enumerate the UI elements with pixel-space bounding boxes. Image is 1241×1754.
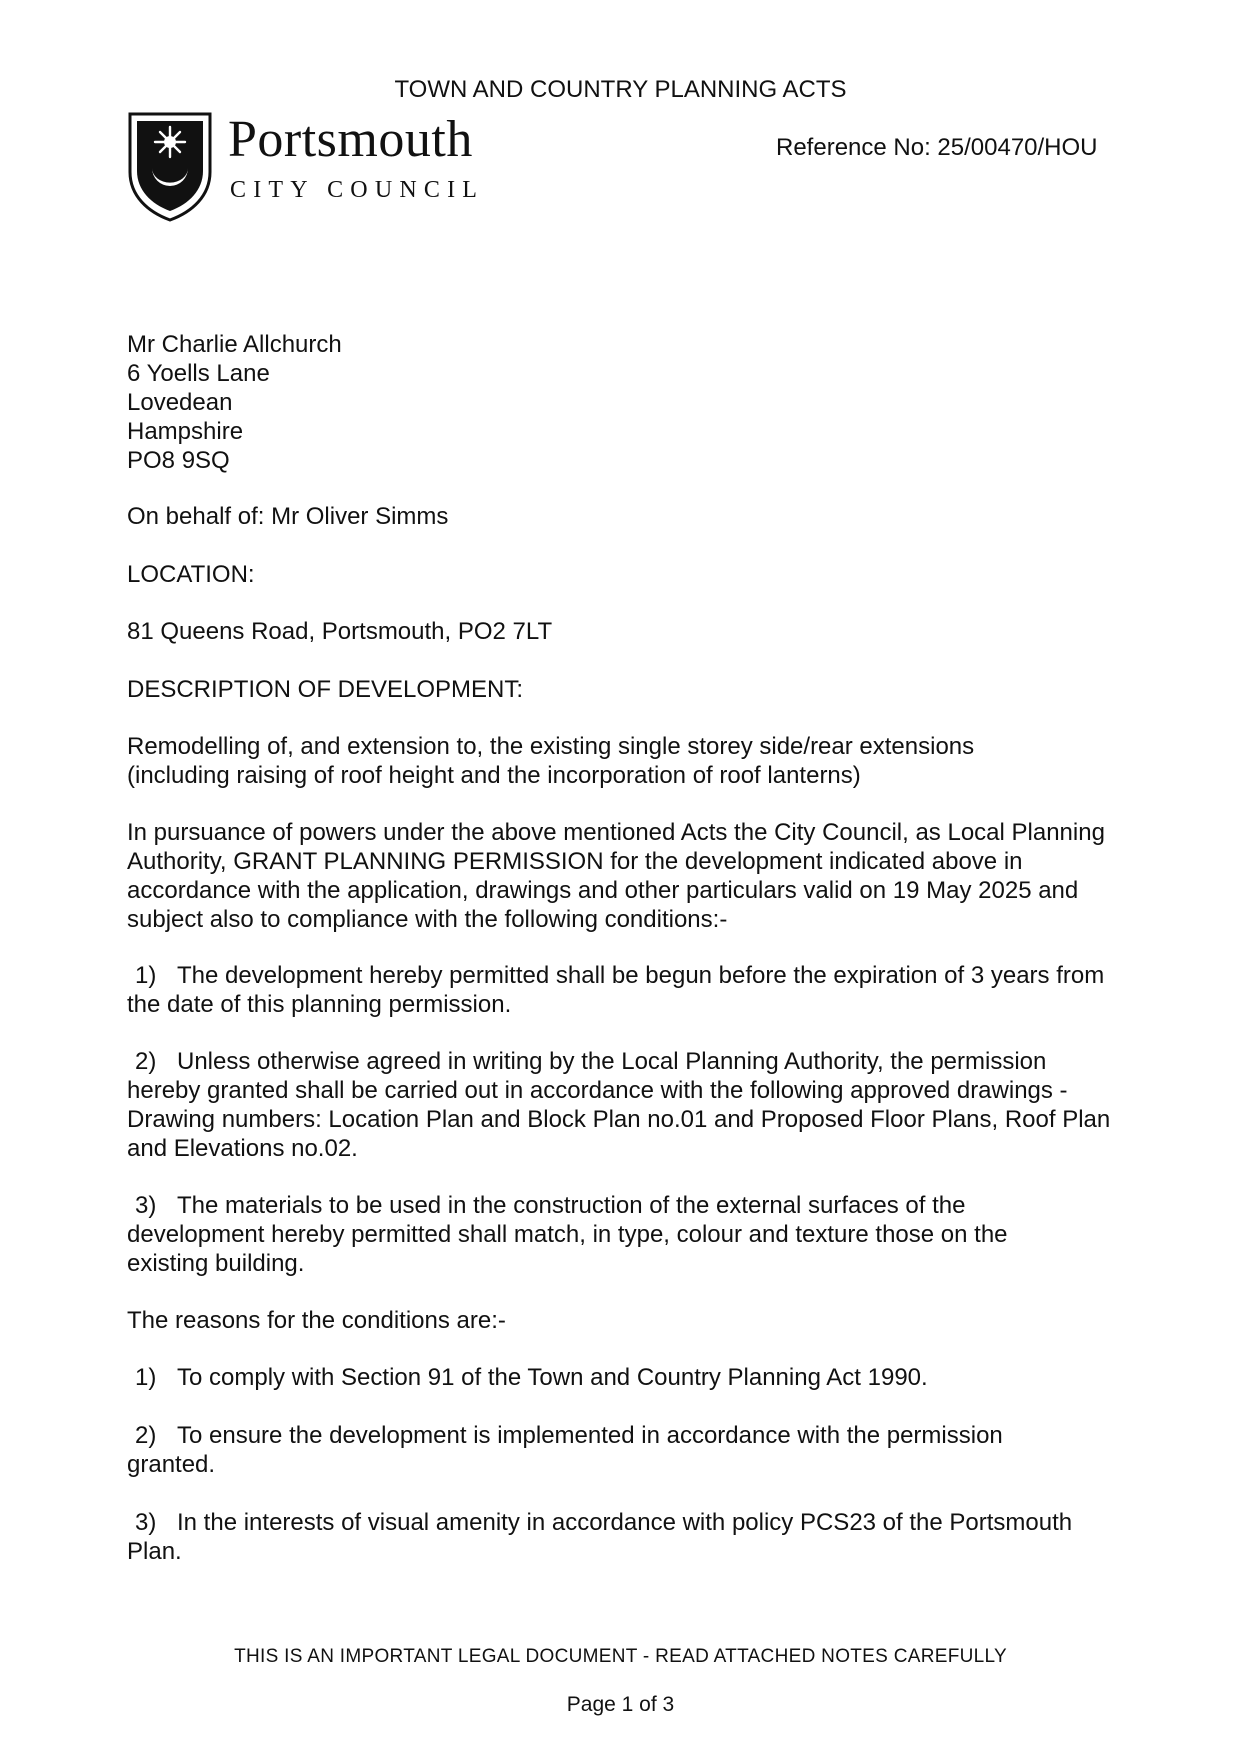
description: Remodelling of, and extension to, the existing single storey side/rear extensions (including raising of roof height and the incorporation of roof lanterns) (127, 733, 975, 789)
condition-1 (127, 961, 1117, 1019)
description-heading: DESCRIPTION OF DEVELOPMENT: (127, 676, 524, 703)
grant-statement: In pursuance of powers under the above mentioned Acts the City Council, as Local Planning Authority, GRANT PLANNING PERMISSION for the development indicated above in accordance with the application, drawings and other particulars valid on 19 May 2025 and subject also to compliance with the following conditions:- (127, 819, 1105, 933)
crest-icon (126, 110, 214, 224)
location: 81 Queens Road, Portsmouth, PO2 7LT (127, 618, 553, 645)
recipient-address (127, 330, 1117, 475)
reason-text: To ensure the development is implemented in accordance with the permission granted. (127, 1422, 1003, 1478)
reason-2 (127, 1421, 1067, 1479)
reference-number: Reference No: 25/00470/HOU (776, 134, 1098, 161)
council-logo (126, 110, 526, 224)
address-line: Mr Charlie Allchurch (127, 331, 342, 358)
reason-1 (127, 1363, 1117, 1392)
reason-3 (127, 1508, 1117, 1566)
condition-number: 1) (135, 962, 157, 989)
reasons-heading: The reasons for the conditions are:- (127, 1307, 506, 1334)
act-title: TOWN AND COUNTRY PLANNING ACTS (394, 76, 847, 103)
address-line: 6 Yoells Lane (127, 360, 270, 387)
condition-number: 2) (135, 1048, 157, 1075)
legal-notice-footer: THIS IS AN IMPORTANT LEGAL DOCUMENT - READ ATTACHED NOTES CAREFULLY (234, 1646, 1007, 1667)
page-number: Page 1 of 3 (566, 1693, 675, 1716)
logo-subtitle: CITY COUNCIL (230, 177, 485, 203)
address-line: Hampshire (127, 418, 244, 445)
condition-text: The materials to be used in the construction of the external surfaces of the development hereby permitted shall match, in type, colour and texture those on the existing building. (127, 1192, 1008, 1277)
reason-number: 2) (135, 1422, 157, 1449)
condition-text: The development hereby permitted shall be begun before the expiration of 3 years from the date of this planning permission. (127, 962, 1105, 1018)
reason-text: To comply with Section 91 of the Town and Country Planning Act 1990. (177, 1364, 928, 1391)
on-behalf-of: On behalf of: Mr Oliver Simms (127, 503, 449, 530)
reason-number: 1) (135, 1364, 157, 1391)
condition-number: 3) (135, 1192, 157, 1219)
reason-text: In the interests of visual amenity in accordance with policy PCS23 of the Portsmouth Plan. (127, 1509, 1073, 1565)
condition-2 (127, 1047, 1117, 1163)
logo-name: Portsmouth (228, 111, 473, 168)
condition-3 (127, 1191, 1067, 1278)
address-line: PO8 9SQ (127, 447, 230, 474)
location-heading: LOCATION: (127, 561, 255, 588)
condition-text: Unless otherwise agreed in writing by the Local Planning Authority, the permission hereby granted shall be carried out in accordance with the following approved drawings - Drawing numbers: Location Plan and Block Plan no.01 and Proposed Floor Plans, Roof Plan and Elevations no.02. (127, 1048, 1111, 1162)
reason-number: 3) (135, 1509, 157, 1536)
address-line: Lovedean (127, 389, 233, 416)
